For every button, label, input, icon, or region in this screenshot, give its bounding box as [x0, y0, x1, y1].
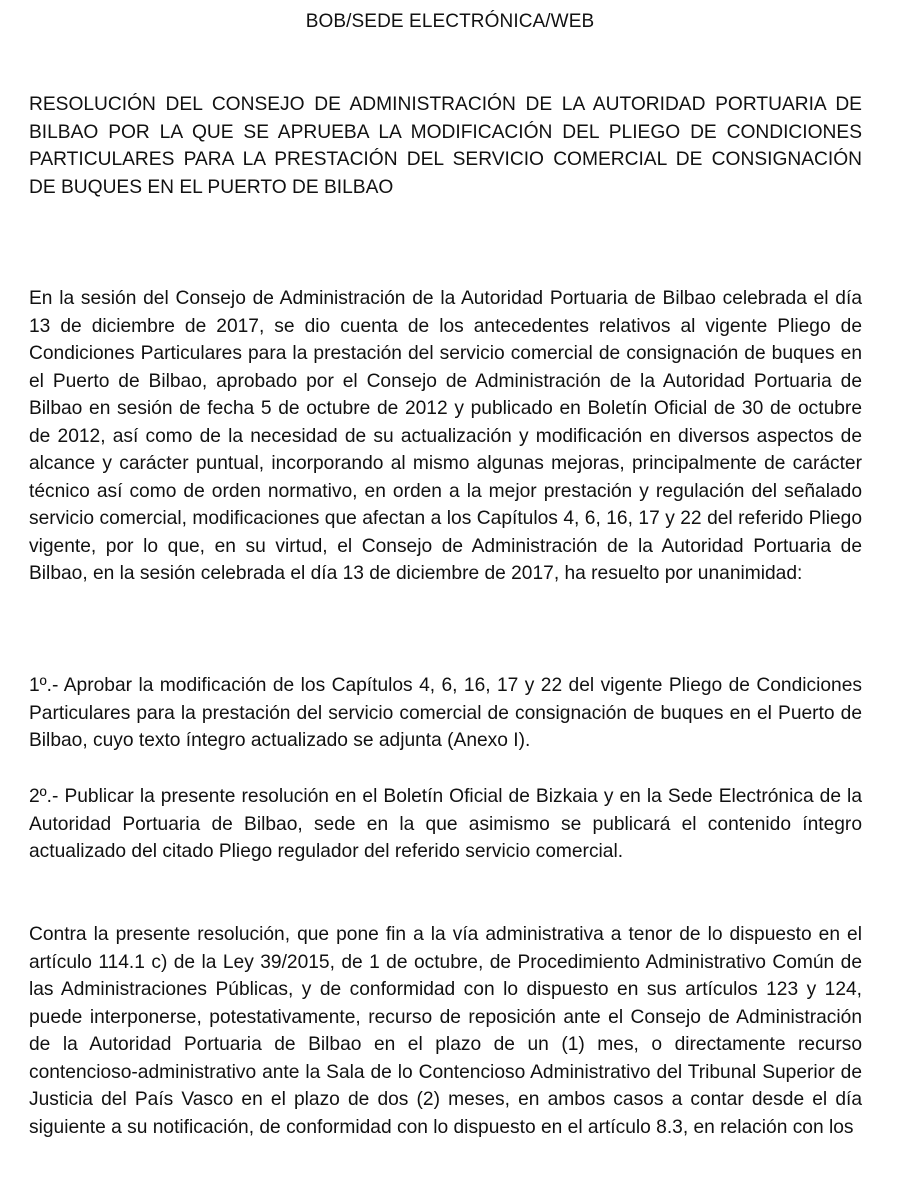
paragraph-resolution-2: 2º.- Publicar la presente resolución en el Boletín Oficial de Bizkaia y en la Sede Electrónica de la Autoridad Portuaria de Bilbao, sede en la que asimismo se publicará el contenido íntegro actualizado del citado Pliego regulador del referido servicio comercial.	[29, 786, 862, 862]
paragraph-appeal: Contra la presente resolución, que pone fin a la vía administrativa a tenor de lo dispuesto en el artículo 114.1 c) de la Ley 39/2015, de 1 de octubre, de Procedimiento Administrativo Común de las Administraciones Públicas, y de conformidad con lo dispuesto en sus artículos 123 y 124, puede interponerse, potestativamente, recurso de reposición ante el Consejo de Administración de la Autoridad Portuaria de Bilbao en el plazo de un (1) mes, o directamente recurso contencioso-administrativo ante la Sala de lo Contencioso Administrativo del Tribunal Superior de Justicia del País Vasco en el plazo de dos (2) meses, en ambos casos a contar desde el día siguiente a su notificación, de conformidad con lo dispuesto en el artículo 8.3, en relación con los	[29, 924, 862, 1138]
document-title: RESOLUCIÓN DEL CONSEJO DE ADMINISTRACIÓN DE LA AUTORIDAD PORTUARIA DE BILBAO POR LA QUE SE APRUEBA LA MODIFICACIÓN DEL PLIEGO DE CONDICIONES PARTICULARES PARA LA PRESTACIÓN DEL SERVICIO COMERCIAL DE CONSIGNACIÓN DE BUQUES EN EL PUERTO DE BILBAO	[29, 94, 862, 198]
document-header: BOB/SEDE ELECTRÓNICA/WEB	[305, 11, 595, 32]
paragraph-session: En la sesión del Consejo de Administración de la Autoridad Portuaria de Bilbao celebrada el día 13 de diciembre de 2017, se dio cuenta de los antecedentes relativos al vigente Pliego de Condiciones Particulares para la prestación del servicio comercial de consignación de buques en el Puerto de Bilbao, aprobado por el Consejo de Administración de la Autoridad Portuaria de Bilbao en sesión de fecha 5 de octubre de 2012 y publicado en Boletín Oficial de 30 de octubre de 2012, así como de la necesidad de su actualización y modificación en diversos aspectos de alcance y carácter puntual, incorporando al mismo algunas mejoras, principalmente de carácter técnico así como de orden normativo, en orden a la mejor prestación y regulación del señalado servicio comercial, modificaciones que afectan a los Capítulos 4, 6, 16, 17 y 22 del referido Pliego vigente, por lo que, en su virtud, el Consejo de Administración de la Autoridad Portuaria de Bilbao, en la sesión celebrada el día 13 de diciembre de 2017, ha resuelto por unanimidad:	[29, 288, 862, 584]
paragraph-resolution-1: 1º.- Aprobar la modificación de los Capítulos 4, 6, 16, 17 y 22 del vigente Pliego de Condiciones Particulares para la prestación del servicio comercial de consignación de buques en el Puerto de Bilbao, cuyo texto íntegro actualizado se adjunta (Anexo I).	[29, 675, 862, 751]
